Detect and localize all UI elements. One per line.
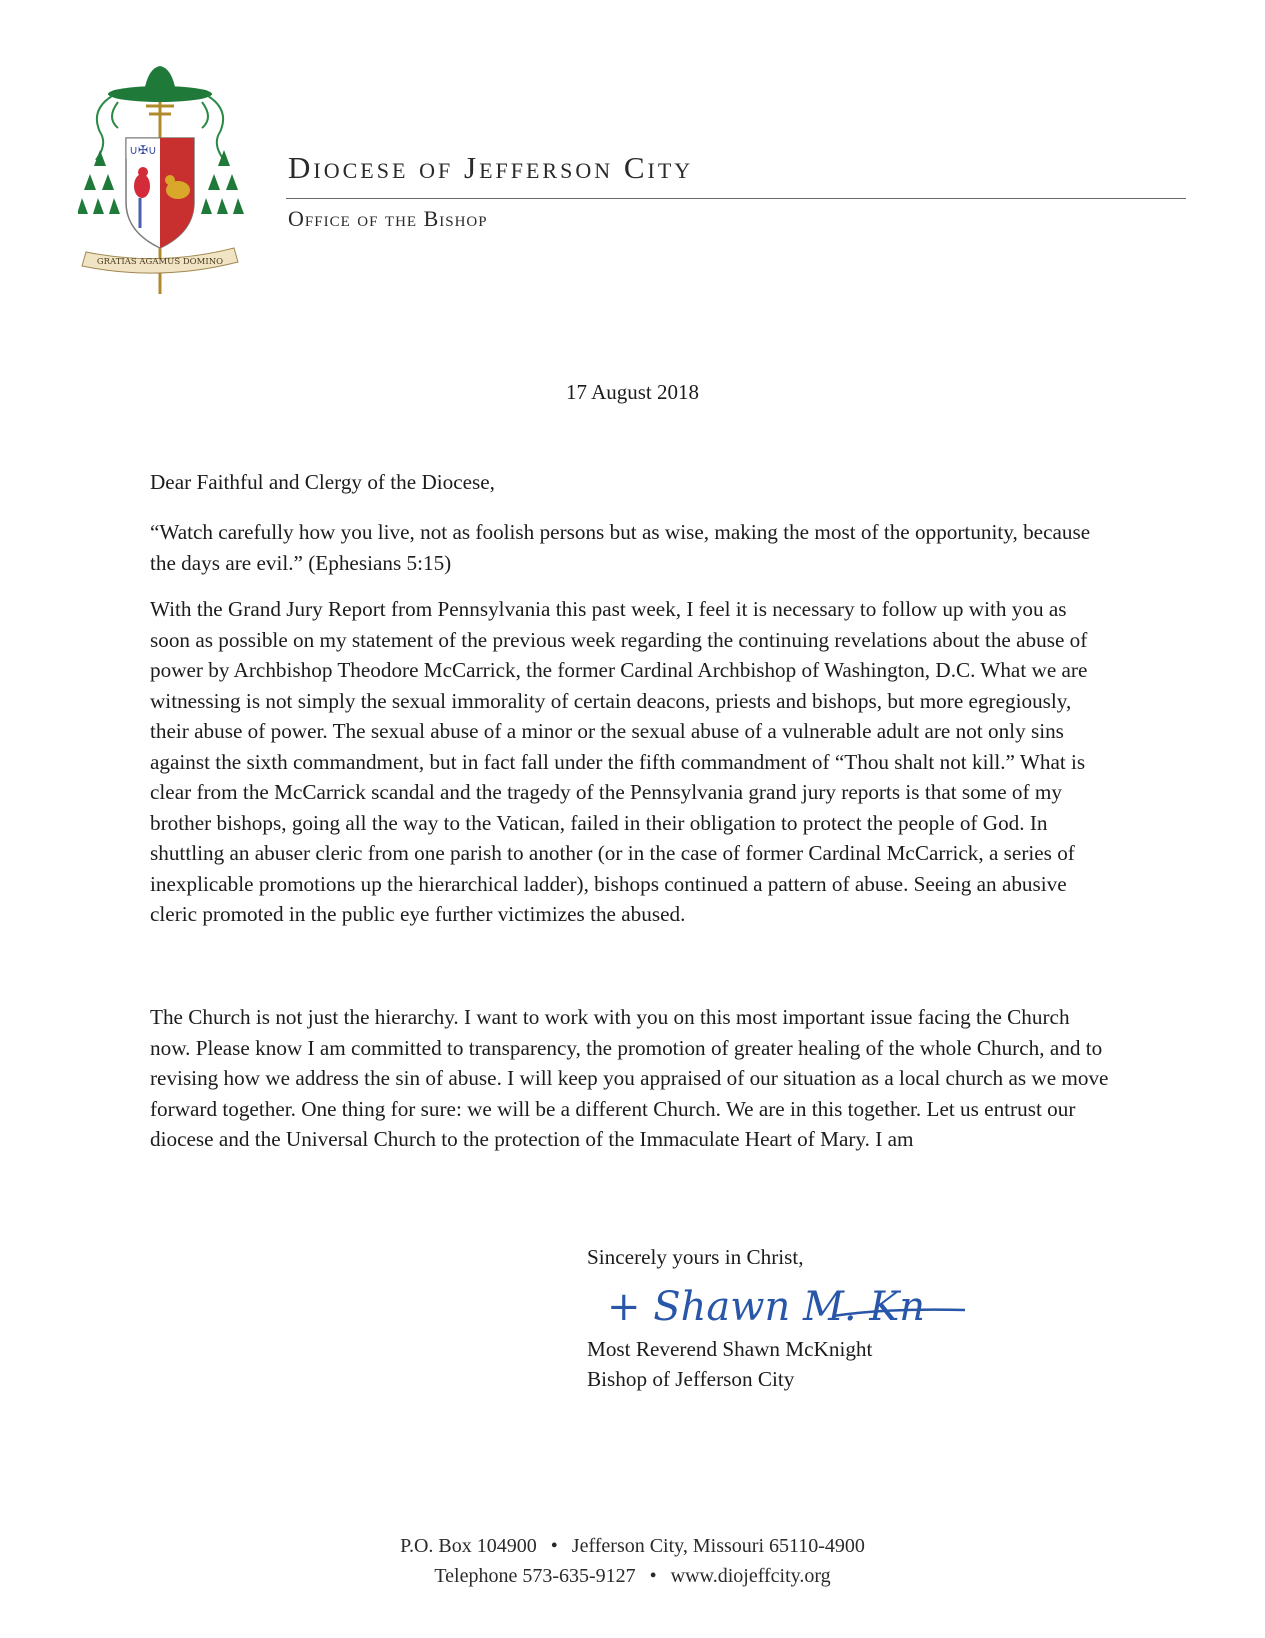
signer-block: [587, 1334, 872, 1394]
po-box: P.O. Box 104900: [400, 1535, 537, 1557]
coat-of-arms-logo: [78, 62, 253, 302]
paragraph-2: [150, 1002, 1110, 1155]
paragraph-1-text: With the Grand Jury Report from Pennsylvania this past week, I feel it is necessary to follow up with you as soon as possible on my statement of the previous week regarding the continuing revelations about the abuse of power by Archbishop Theodore McCarrick, the former Cardinal Archbishop of Washington, D.C. What we are witnessing is not simply the sexual immorality of certain deacons, priests and bishops, but more egregiously, their abuse of power. The sexual abuse of a minor or the sexual abuse of a vulnerable adult are not only sins against the sixth commandment, but in fact fall under the fifth commandment of “Thou shalt not kill.” What is clear from the McCarrick scandal and the tragedy of the Pennsylvania grand jury reports is that some of my brother bishops, going all the way to the Vatican, failed in their obligation to protect the people of God. In shuttling an abuser cleric from one parish to another (or in the case of former Cardinal McCarrick, a series of inexplicable promotions up the hierarchical ladder), bishops continued a pattern of abuse. Seeing an abusive cleric promoted in the public eye further victimizes the abused.: [150, 597, 1088, 926]
paragraph-1: [150, 594, 1110, 930]
motto-text: GRATIAS AGAMUS DOMINO: [96, 257, 224, 267]
website: www.diojeffcity.org: [670, 1565, 831, 1587]
paragraph-2-text: The Church is not just the hierarchy. I want to work with you on this most important issue facing the Church now. Please know I am committed to transparency, the promotion of greater healing of the whole Church, and to revising how we address the sin of abuse. I will keep you appraised of our situation as a local church as we move forward together. One thing for sure: we will be a different Church. We are in this together. Let us entrust our diocese and the Universal Church to the protection of the Immaculate Heart of Mary. I am: [150, 1005, 1109, 1151]
signer-title: Bishop of Jefferson City: [587, 1367, 795, 1391]
footer-line-2: [0, 1561, 1265, 1591]
letter-date: 17 August 2018: [565, 380, 699, 404]
salutation-text: Dear Faithful and Clergy of the Diocese,: [150, 470, 495, 494]
tassels-left-icon: [78, 150, 120, 214]
telephone: Telephone 573-635-9127: [434, 1565, 636, 1587]
signer-name: Most Reverend Shawn McKnight: [587, 1337, 873, 1361]
signature: [605, 1272, 975, 1338]
footer-address: [0, 1531, 1265, 1591]
office-name: Office of the Bishop: [288, 206, 488, 231]
closing: Sincerely yours in Christ,: [587, 1245, 804, 1269]
tassels-right-icon: [201, 150, 244, 214]
footer-line-1: [0, 1531, 1265, 1561]
bullet-separator: •: [649, 1565, 657, 1587]
quote-text: “Watch carefully how you live, not as foolish persons but as wise, making the most of the opportunity, because the days are evil.” (Ephesians 5:15): [150, 520, 1091, 575]
signature-text: + Shawn M. Kn: [607, 1284, 925, 1330]
header-divider: [286, 198, 1186, 199]
scripture-quote: [150, 517, 1110, 578]
city-address: Jefferson City, Missouri 65110-4900: [571, 1535, 865, 1557]
svg-text:∪✠∪: ∪✠∪: [129, 143, 157, 157]
org-name: Diocese of Jefferson City: [288, 150, 694, 185]
salutation: [150, 467, 1110, 498]
bullet-separator: •: [550, 1535, 558, 1557]
